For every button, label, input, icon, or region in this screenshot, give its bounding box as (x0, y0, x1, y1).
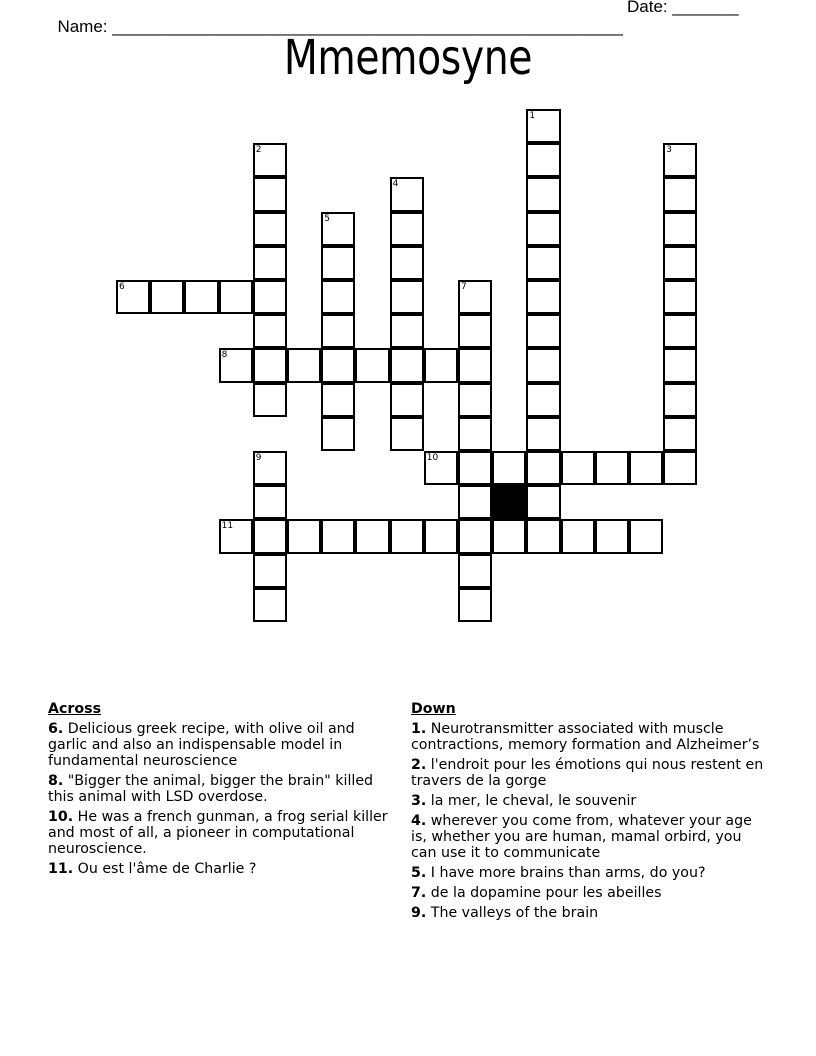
clue-text: "Bigger the animal, bigger the brain" killed this animal with LSD overdose. (48, 773, 374, 805)
clue-across-6 (48, 721, 398, 769)
clue-number: 11. (48, 861, 74, 877)
grid-cell[interactable] (253, 177, 287, 211)
grid-cell[interactable] (526, 109, 560, 143)
clue-down-1 (411, 721, 771, 753)
grid-cell[interactable] (526, 348, 560, 382)
clue-down-4 (411, 813, 771, 861)
clue-down-5 (411, 865, 771, 881)
clue-number-label: 6 (119, 282, 125, 292)
clue-down-9 (411, 905, 771, 921)
grid-cell[interactable] (663, 417, 697, 451)
clue-across-8 (48, 773, 398, 805)
grid-cell[interactable] (321, 519, 355, 553)
clue-number-label: 4 (392, 179, 399, 190)
across-heading: Across (48, 701, 102, 717)
grid-cell[interactable] (663, 246, 697, 280)
grid-cell[interactable] (321, 212, 355, 246)
clue-number: 8. (48, 773, 64, 789)
grid-cell[interactable] (526, 485, 560, 519)
grid-cell[interactable] (663, 177, 697, 211)
grid-cell[interactable] (390, 280, 424, 314)
clue-number: 4. (411, 813, 427, 829)
grid-cell[interactable] (390, 383, 424, 417)
grid-cell[interactable] (253, 348, 287, 382)
grid-cell[interactable] (219, 519, 253, 553)
clue-number-label: 5 (324, 213, 330, 224)
grid-cell[interactable] (526, 212, 560, 246)
clue-text: I have more brains than arms, do you? (430, 865, 706, 881)
grid-cell[interactable] (561, 451, 595, 485)
grid-cell[interactable] (458, 348, 492, 382)
clue-text: l'endroit pour les émotions qui nous restent en travers de la gorge (411, 757, 764, 789)
puzzle-title: Mmemosyne (283, 30, 533, 86)
grid-cell[interactable] (663, 212, 697, 246)
grid-cell[interactable] (287, 348, 321, 382)
grid-cell[interactable] (458, 314, 492, 348)
grid-cell[interactable] (150, 280, 184, 314)
clue-number: 7. (411, 885, 427, 901)
grid-cell[interactable] (526, 383, 560, 417)
grid-cell[interactable] (663, 280, 697, 314)
grid-cell[interactable] (458, 280, 492, 314)
grid-cell[interactable] (663, 348, 697, 382)
clue-across-10 (48, 809, 398, 857)
grid-cell[interactable] (424, 451, 458, 485)
grid-cell[interactable] (253, 143, 287, 177)
name-field[interactable]: Name: ______________________________________________________ (57, 17, 623, 36)
grid-cell[interactable] (355, 519, 389, 553)
grid-cell[interactable] (390, 519, 424, 553)
down-clues (411, 701, 771, 925)
grid-cell[interactable] (458, 451, 492, 485)
grid-cell[interactable] (663, 451, 697, 485)
across-clues (48, 701, 398, 881)
clue-number: 9. (411, 905, 427, 921)
grid-cell[interactable] (526, 451, 560, 485)
clue-down-2 (411, 757, 771, 789)
grid-cell[interactable] (390, 417, 424, 451)
grid-cell[interactable] (526, 519, 560, 553)
clue-number-label: 2 (255, 145, 262, 156)
grid-cell[interactable] (253, 588, 287, 622)
clue-number: 10. (48, 809, 74, 825)
grid-cell[interactable] (629, 451, 663, 485)
grid-cell[interactable] (390, 212, 424, 246)
grid-cell[interactable] (526, 246, 560, 280)
grid-cell[interactable] (424, 519, 458, 553)
grid-cell[interactable] (219, 280, 253, 314)
clue-number-label: 1 (529, 111, 536, 121)
clue-text: Ou est l'âme de Charlie ? (77, 861, 257, 877)
grid-cell[interactable] (390, 246, 424, 280)
grid-cell[interactable] (595, 451, 629, 485)
grid-cell[interactable] (458, 417, 492, 451)
grid-cell[interactable] (219, 348, 253, 382)
date-field[interactable]: Date: _______ (627, 0, 739, 16)
grid-cell[interactable] (458, 485, 492, 519)
grid-cell[interactable] (458, 383, 492, 417)
clue-text: de la dopamine pour les abeilles (430, 885, 662, 901)
clue-text: la mer, le cheval, le souvenir (430, 793, 637, 809)
grid-cell[interactable] (253, 519, 287, 553)
grid-cell[interactable] (321, 348, 355, 382)
grid-cell[interactable] (321, 246, 355, 280)
black-cell (492, 485, 526, 519)
grid-cell[interactable] (321, 383, 355, 417)
grid-cell[interactable] (492, 451, 526, 485)
grid-cell[interactable] (561, 519, 595, 553)
grid-cell[interactable] (321, 314, 355, 348)
clue-number: 6. (48, 721, 64, 737)
clue-across-11 (48, 861, 398, 877)
grid-cell[interactable] (321, 417, 355, 451)
clue-down-3 (411, 793, 771, 809)
grid-cell[interactable] (458, 554, 492, 588)
grid-cell[interactable] (287, 519, 321, 553)
grid-cell[interactable] (526, 280, 560, 314)
clue-number-label: 10 (426, 453, 439, 463)
grid-cell[interactable] (390, 348, 424, 382)
clue-text: Neurotransmitter associated with muscle contractions, memory formation and Alzheimer’s (411, 721, 760, 753)
grid-cell[interactable] (253, 554, 287, 588)
grid-cell[interactable] (390, 314, 424, 348)
grid-cell[interactable] (355, 348, 389, 382)
grid-cell[interactable] (458, 519, 492, 553)
grid-cell[interactable] (595, 519, 629, 553)
grid-cell[interactable] (526, 417, 560, 451)
grid-cell[interactable] (458, 588, 492, 622)
grid-cell[interactable] (526, 314, 560, 348)
clue-number-label: 3 (666, 145, 672, 156)
clue-number-label: 8 (221, 350, 228, 361)
clue-text: wherever you come from, whatever your age is, whether you are human, mamal orbird, you can use it to communicate (411, 813, 752, 861)
grid-cell[interactable] (253, 280, 287, 314)
grid-cell[interactable] (663, 314, 697, 348)
grid-cell[interactable] (253, 314, 287, 348)
clue-number-label: 11 (221, 521, 234, 532)
grid-cell[interactable] (629, 519, 663, 553)
clue-number-label: 9 (255, 453, 262, 463)
clue-number-label: 7 (461, 282, 467, 292)
grid-cell[interactable] (184, 280, 218, 314)
clue-text: The valleys of the brain (430, 905, 599, 921)
clue-number: 3. (411, 793, 427, 809)
grid-cell[interactable] (492, 519, 526, 553)
grid-cell[interactable] (253, 451, 287, 485)
grid-cell[interactable] (663, 383, 697, 417)
clue-text: He was a french gunman, a frog serial killer and most of all, a pioneer in computational neuroscience. (48, 809, 388, 857)
grid-cell[interactable] (424, 348, 458, 382)
clue-number: 2. (411, 757, 427, 773)
grid-cell[interactable] (526, 143, 560, 177)
clue-down-7 (411, 885, 771, 901)
clue-number: 5. (411, 865, 427, 881)
grid-cell[interactable] (116, 280, 150, 314)
grid-cell[interactable] (253, 383, 287, 417)
grid-cell[interactable] (253, 212, 287, 246)
grid-cell[interactable] (663, 143, 697, 177)
grid-cell[interactable] (253, 485, 287, 519)
grid-cell[interactable] (253, 246, 287, 280)
grid-cell[interactable] (390, 177, 424, 211)
grid-cell[interactable] (526, 177, 560, 211)
down-heading: Down (411, 701, 456, 717)
clue-text: Delicious greek recipe, with olive oil and garlic and also an indispensable model in fundamental neuroscience (48, 721, 355, 769)
clue-number: 1. (411, 721, 427, 737)
grid-cell[interactable] (321, 280, 355, 314)
